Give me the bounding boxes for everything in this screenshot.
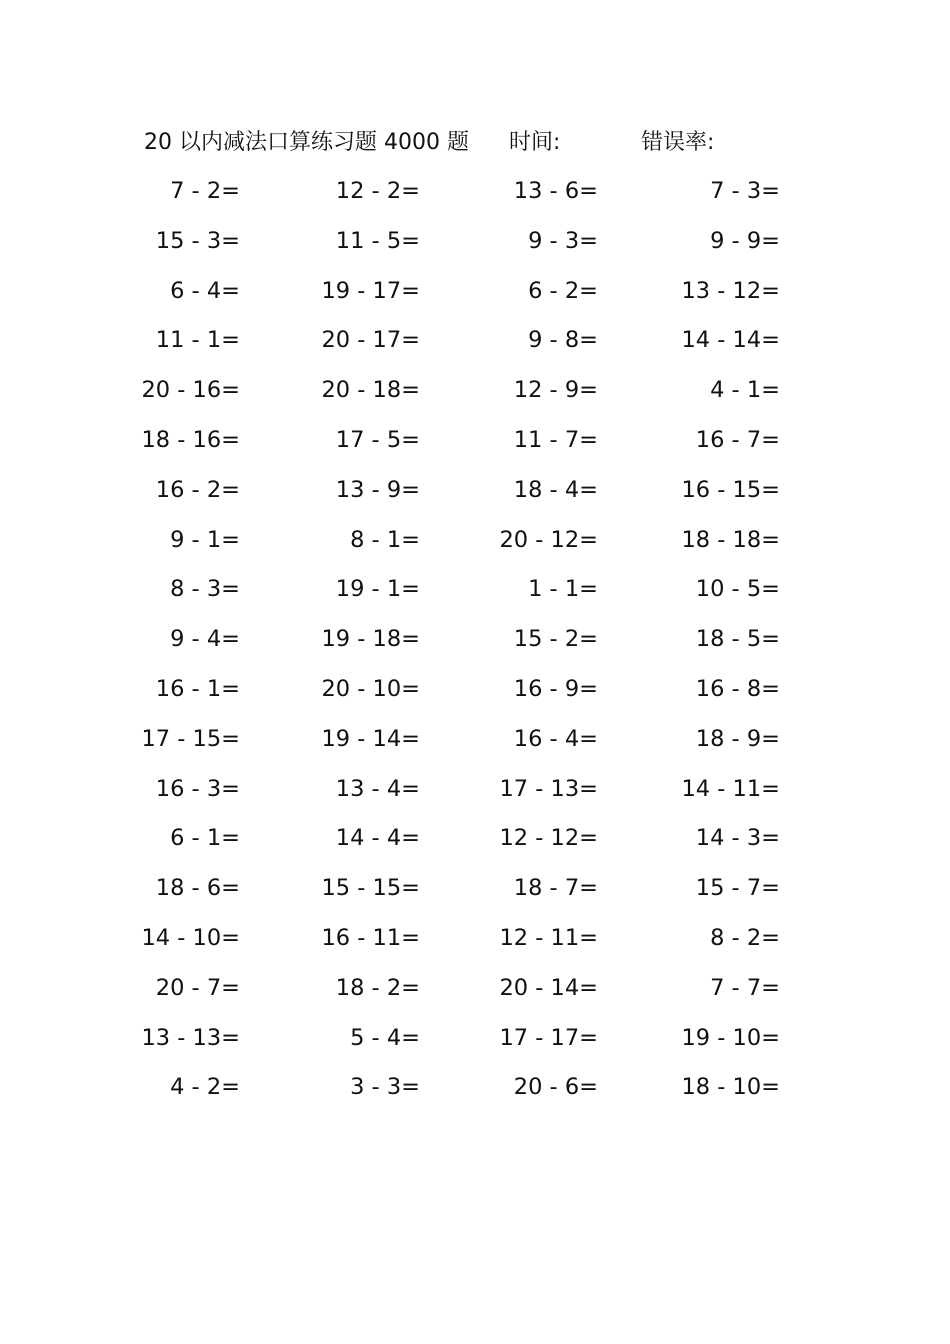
problem-item: 11 - 7= — [513, 426, 598, 453]
problem-row — [0, 1021, 950, 1071]
problem-item: 14 - 14= — [681, 327, 780, 354]
problem-item: 6 - 1= — [170, 825, 240, 852]
problem-item: 7 - 2= — [170, 178, 240, 204]
problem-item: 18 - 16= — [141, 426, 240, 453]
problem-item: 9 - 4= — [170, 626, 240, 653]
problem-item: 17 - 15= — [141, 725, 240, 752]
problem-item: 7 - 3= — [710, 178, 780, 204]
problem-item: 20 - 6= — [513, 1074, 598, 1101]
problem-row — [0, 323, 950, 373]
problem-item: 8 - 1= — [350, 526, 420, 553]
problem-item: 20 - 18= — [321, 377, 420, 404]
problem-item: 9 - 1= — [170, 526, 240, 553]
problem-row — [0, 423, 950, 473]
problem-item: 16 - 3= — [155, 775, 240, 802]
problem-item: 6 - 4= — [170, 277, 240, 304]
problem-row — [0, 572, 950, 622]
problem-row — [0, 871, 950, 921]
problem-item: 16 - 7= — [695, 426, 780, 453]
problem-item: 18 - 5= — [695, 626, 780, 653]
problem-item: 18 - 4= — [513, 476, 598, 503]
worksheet-header — [144, 126, 844, 160]
problem-item: 9 - 8= — [528, 327, 598, 354]
problem-item: 20 - 16= — [141, 377, 240, 404]
problem-item: 14 - 10= — [141, 924, 240, 951]
problem-item: 8 - 2= — [710, 924, 780, 951]
problem-item: 3 - 3= — [350, 1074, 420, 1101]
problem-item: 17 - 13= — [499, 775, 598, 802]
problem-item: 4 - 1= — [710, 377, 780, 404]
problem-item: 19 - 1= — [335, 576, 420, 603]
problem-item: 18 - 9= — [695, 725, 780, 752]
problem-item: 16 - 15= — [681, 476, 780, 503]
problem-item: 18 - 6= — [155, 875, 240, 902]
problem-item: 12 - 2= — [335, 178, 420, 204]
problem-row — [0, 224, 950, 274]
problem-row — [0, 672, 950, 722]
problem-item: 12 - 9= — [513, 377, 598, 404]
problem-row — [0, 473, 950, 523]
problem-item: 19 - 17= — [321, 277, 420, 304]
problem-item: 20 - 7= — [155, 974, 240, 1001]
problem-item: 1 - 1= — [528, 576, 598, 603]
problem-item: 16 - 11= — [321, 924, 420, 951]
problem-item: 10 - 5= — [695, 576, 780, 603]
problem-row — [0, 523, 950, 573]
worksheet-title: 20 以内减法口算练习题 4000 题 — [144, 130, 469, 155]
problem-item: 9 - 3= — [528, 227, 598, 254]
problem-item: 15 - 2= — [513, 626, 598, 653]
problem-item: 5 - 4= — [350, 1024, 420, 1051]
problem-item: 18 - 7= — [513, 875, 598, 902]
problem-item: 7 - 7= — [710, 974, 780, 1001]
problem-item: 20 - 10= — [321, 675, 420, 702]
problem-item: 19 - 10= — [681, 1024, 780, 1051]
problem-item: 16 - 2= — [155, 476, 240, 503]
problem-grid — [0, 174, 950, 1120]
problem-item: 16 - 9= — [513, 675, 598, 702]
problem-item: 13 - 6= — [513, 178, 598, 204]
problem-row — [0, 622, 950, 672]
problem-item: 15 - 15= — [321, 875, 420, 902]
problem-item: 9 - 9= — [710, 227, 780, 254]
problem-row — [0, 722, 950, 772]
problem-item: 17 - 5= — [335, 426, 420, 453]
problem-row — [0, 772, 950, 822]
problem-item: 15 - 7= — [695, 875, 780, 902]
problem-item: 13 - 13= — [141, 1024, 240, 1051]
problem-row — [0, 971, 950, 1021]
problem-item: 12 - 12= — [499, 825, 598, 852]
problem-item: 13 - 9= — [335, 476, 420, 503]
problem-item: 12 - 11= — [499, 924, 598, 951]
problem-item: 18 - 10= — [681, 1074, 780, 1101]
problem-item: 20 - 14= — [499, 974, 598, 1001]
problem-row — [0, 174, 950, 224]
problem-item: 13 - 4= — [335, 775, 420, 802]
problem-item: 8 - 3= — [170, 576, 240, 603]
problem-row — [0, 821, 950, 871]
problem-item: 16 - 8= — [695, 675, 780, 702]
problem-row — [0, 921, 950, 971]
problem-item: 13 - 12= — [681, 277, 780, 304]
problem-item: 20 - 12= — [499, 526, 598, 553]
problem-item: 4 - 2= — [170, 1074, 240, 1101]
problem-item: 18 - 18= — [681, 526, 780, 553]
time-label: 时间: — [509, 130, 561, 155]
problem-item: 19 - 14= — [321, 725, 420, 752]
problem-item: 6 - 2= — [528, 277, 598, 304]
error-rate-label: 错误率: — [641, 130, 715, 155]
problem-item: 16 - 4= — [513, 725, 598, 752]
problem-item: 19 - 18= — [321, 626, 420, 653]
problem-row — [0, 373, 950, 423]
problem-item: 20 - 17= — [321, 327, 420, 354]
problem-item: 18 - 2= — [335, 974, 420, 1001]
problem-item: 14 - 4= — [335, 825, 420, 852]
problem-row — [0, 1070, 950, 1120]
problem-row — [0, 274, 950, 324]
problem-item: 15 - 3= — [155, 227, 240, 254]
problem-item: 11 - 1= — [155, 327, 240, 354]
problem-item: 17 - 17= — [499, 1024, 598, 1051]
problem-item: 14 - 3= — [695, 825, 780, 852]
problem-item: 11 - 5= — [335, 227, 420, 254]
problem-item: 14 - 11= — [681, 775, 780, 802]
problem-item: 16 - 1= — [155, 675, 240, 702]
